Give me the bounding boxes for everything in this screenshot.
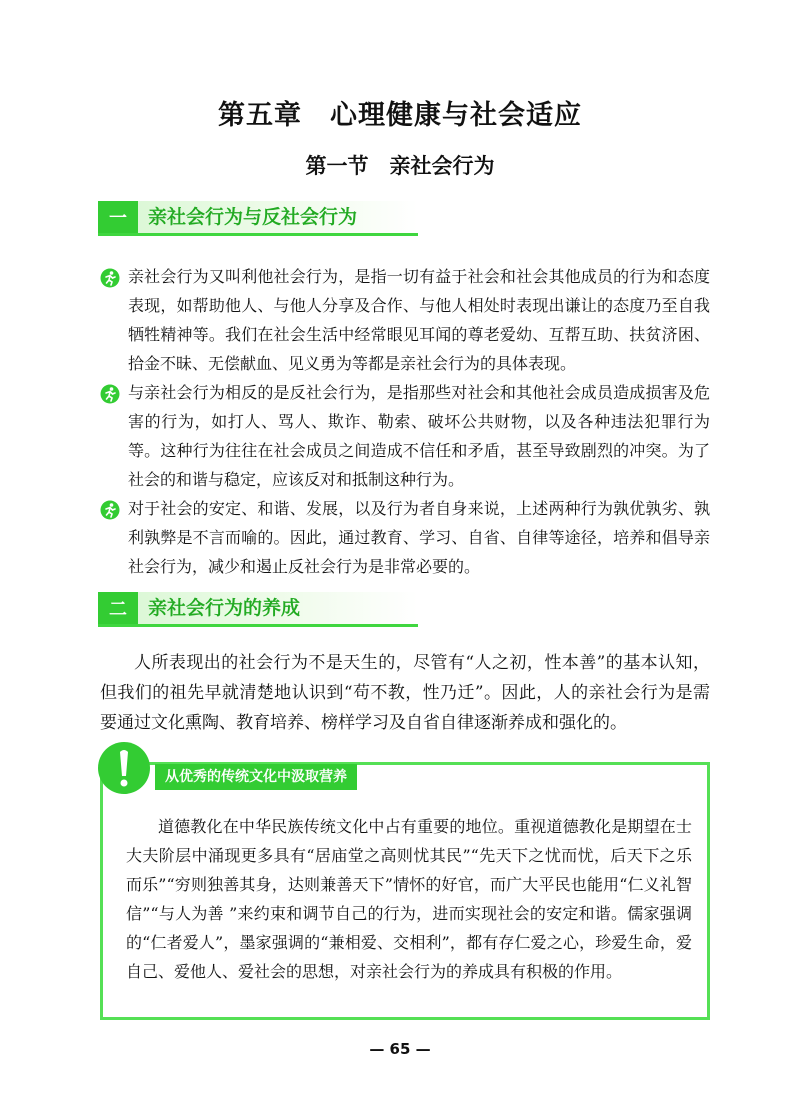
info-box-title: 从优秀的传统文化中汲取营养 [155, 764, 357, 790]
runner-icon [100, 384, 120, 404]
bullet-text: 亲社会行为又叫利他社会行为，是指一切有益于社会和社会其他成员的行为和态度表现，如帮助他人、与他人分享及合作、与他人相处时表现出谦让的态度乃至自我牺牲精神等。我们在社会生活中经常眼见耳闻的尊老爱幼、互帮互助、扶贫济困、拾金不昧、无偿献血、见义勇为等都是亲社会行为的具体表现。 [128, 267, 710, 373]
bullet-item [100, 378, 710, 494]
part2-paragraph: 人所表现出的社会行为不是天生的，尽管有“人之初，性本善”的基本认知，但我们的祖先早就清楚地认识到“苟不教，性乃迁”。因此，人的亲社会行为是需要通过文化熏陶、教育培养、榜样学习及自省自律逐渐养成和强化的。 [100, 653, 710, 733]
exclamation-icon [98, 742, 150, 794]
bullet-text: 对于社会的安定、和谐、发展，以及行为者自身来说，上述两种行为孰优孰劣、孰利孰弊是不言而喻的。因此，通过教育、学习、自省、自律等途径，培养和倡导亲社会行为，减少和遏止反社会行为是非常必要的。 [128, 499, 710, 576]
chapter-title: 第五章 心理健康与社会适应 [218, 100, 582, 131]
runner-icon [100, 500, 120, 520]
bullet-item [100, 494, 710, 581]
section-title: 第一节 亲社会行为 [305, 153, 495, 178]
heading-number: 二 [98, 592, 138, 624]
heading-part2 [98, 592, 418, 627]
heading-number: 一 [98, 201, 138, 233]
info-box-text: 道德教化在中华民族传统文化中占有重要的地位。重视道德教化是期望在士大夫阶层中涌现更多具有“居庙堂之高则忧其民”“先天下之忧而忧，后天下之乐而乐”“穷则独善其身，达则兼善天下”情怀的好官，而广大平民也能用“仁义礼智信”“与人为善 ”来约束和调节自己的行为，进而实现社会的安定和谐。儒家强调的“仁者爱人”，墨家强调的“兼相爱、交相利”，都有存仁爱之心，珍爱生命，爱自己、爱他人、爱社会的思想，对亲社会行为的养成具有积极的作用。 [126, 817, 692, 981]
page-number: — 65 — [369, 1040, 431, 1058]
bullet-text: 与亲社会行为相反的是反社会行为，是指那些对社会和其他社会成员造成损害及危害的行为，如打人、骂人、欺诈、勒索、破坏公共财物，以及各种违法犯罪行为等。这种行为往往在社会成员之间造成不信任和矛盾，甚至导致剧烈的冲突。为了社会的和谐与稳定，应该反对和抵制这种行为。 [128, 383, 710, 489]
part1-content [100, 262, 710, 581]
heading-part1 [98, 201, 418, 236]
runner-icon [100, 268, 120, 288]
bullet-item [100, 262, 710, 378]
heading-title: 亲社会行为的养成 [148, 597, 301, 619]
heading-title: 亲社会行为与反社会行为 [148, 206, 358, 228]
